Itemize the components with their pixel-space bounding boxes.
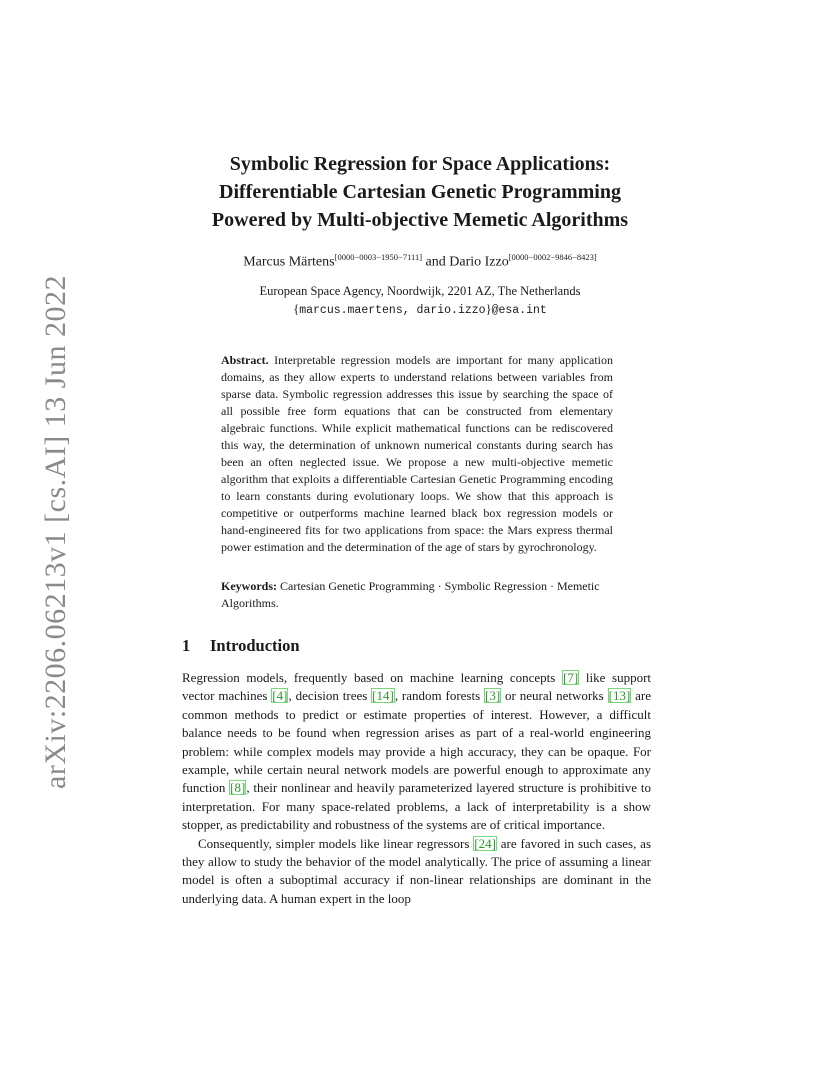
paragraph-text: like support vector machines	[182, 670, 652, 704]
abstract-text: Interpretable regression models are important for many application domains, as they allow experts to understand relations between variables from sparse data. Symbolic regression addresses this issue by searching the space of all possible free form equations that can be constructed from elementary algebraic functions. While explicit mathematical functions can be rediscovered this way, the determination of unknown numerical constants during search has been an often neglected issue. We propose a new multi-objective memetic algorithm that exploits a differentiable Cartesian Genetic Programming encoding to learn constants during evolutionary loops. We show that this approach is competitive or outperforms machine learned black box regression models or hand-engineered fits for two applications from space: the Mars express thermal power estimation and the determination of the age of stars by gyrochronology.	[221, 353, 613, 554]
title-line: Symbolic Regression for Space Applications:	[229, 153, 611, 175]
email-brace: }	[485, 302, 492, 316]
orcid-id: [0000−0003−1950−7111]	[334, 252, 423, 262]
paragraph-text: , decision trees	[288, 688, 372, 704]
affiliation-block	[120, 282, 720, 320]
author-list	[120, 252, 720, 271]
orcid-id: [0000−0002−9846−8423]	[508, 252, 597, 262]
introduction-body	[182, 669, 651, 908]
title-line: Differentiable Cartesian Genetic Programming	[219, 181, 621, 203]
paragraph-text: are favored in such cases, as they allow to study the behavior of the model analytically. The price of assuming a linear model is often a suboptimal accuracy if non-linear relationships are dominant in the underlying data. A human expert in the loop	[182, 835, 652, 906]
section-title: Introduction	[210, 636, 300, 655]
title-line: Powered by Multi-objective Memetic Algorithms	[211, 209, 629, 231]
email-brace: {	[293, 302, 300, 316]
paragraph-text: , random forests	[394, 688, 485, 704]
keywords-label: Keywords:	[221, 579, 277, 593]
citation-link[interactable]: [13]	[608, 688, 631, 704]
section-number: 1	[182, 636, 191, 655]
citation-link[interactable]: [14]	[372, 688, 394, 704]
abstract-label: Abstract.	[221, 353, 269, 367]
citation-link[interactable]: [24]	[474, 835, 496, 851]
keywords-text: Cartesian Genetic Programming · Symbolic Regression · Memetic Algorithms.	[221, 579, 600, 610]
paragraph-text: Regression models, frequently based on machine learning concepts	[182, 670, 563, 685]
paper-title	[120, 150, 720, 234]
email-domain: @esa.int	[491, 304, 547, 317]
author-name: Dario Izzo	[449, 254, 509, 270]
email-names: marcus.maertens, dario.izzo	[299, 304, 486, 317]
arxiv-identifier-stamp: arXiv:2206.06213v1 [cs.AI] 13 Jun 2022	[39, 275, 72, 789]
abstract	[221, 352, 613, 556]
section-heading	[182, 636, 300, 656]
author-name: Marcus Märtens	[243, 254, 335, 270]
paragraph-text: Consequently, simpler models like linear regressors	[198, 835, 474, 851]
citation-link[interactable]: [4]	[272, 688, 288, 704]
citation-link[interactable]: [7]	[563, 670, 579, 685]
paragraph-text: , their nonlinear and heavily parameterized layered structure is prohibitive to interpretation. For many space-related problems, a lack of interpretability is a show stopper, as predictability and robustness of the systems are of critical importance.	[182, 780, 651, 833]
paragraph	[182, 669, 651, 835]
paragraph-text: or neural networks	[501, 688, 608, 704]
paragraph-text: are common methods to predict or estimate properties of interest. However, a difficult balance needs to be found when regression arises as part of a real-world engineering problem: while complex models may provide a high accuracy, they can be opaque. For example, while certain neural network models are powerful enough to approximate any function	[182, 688, 652, 796]
author-conjunction: and	[422, 254, 450, 270]
paragraph	[182, 835, 651, 909]
citation-link[interactable]: [8]	[230, 780, 246, 796]
citation-link[interactable]: [3]	[485, 688, 501, 704]
affiliation-line: European Space Agency, Noordwijk, 2201 AZ, The Netherlands	[259, 284, 581, 298]
keywords	[221, 578, 613, 612]
email-line	[120, 300, 720, 320]
